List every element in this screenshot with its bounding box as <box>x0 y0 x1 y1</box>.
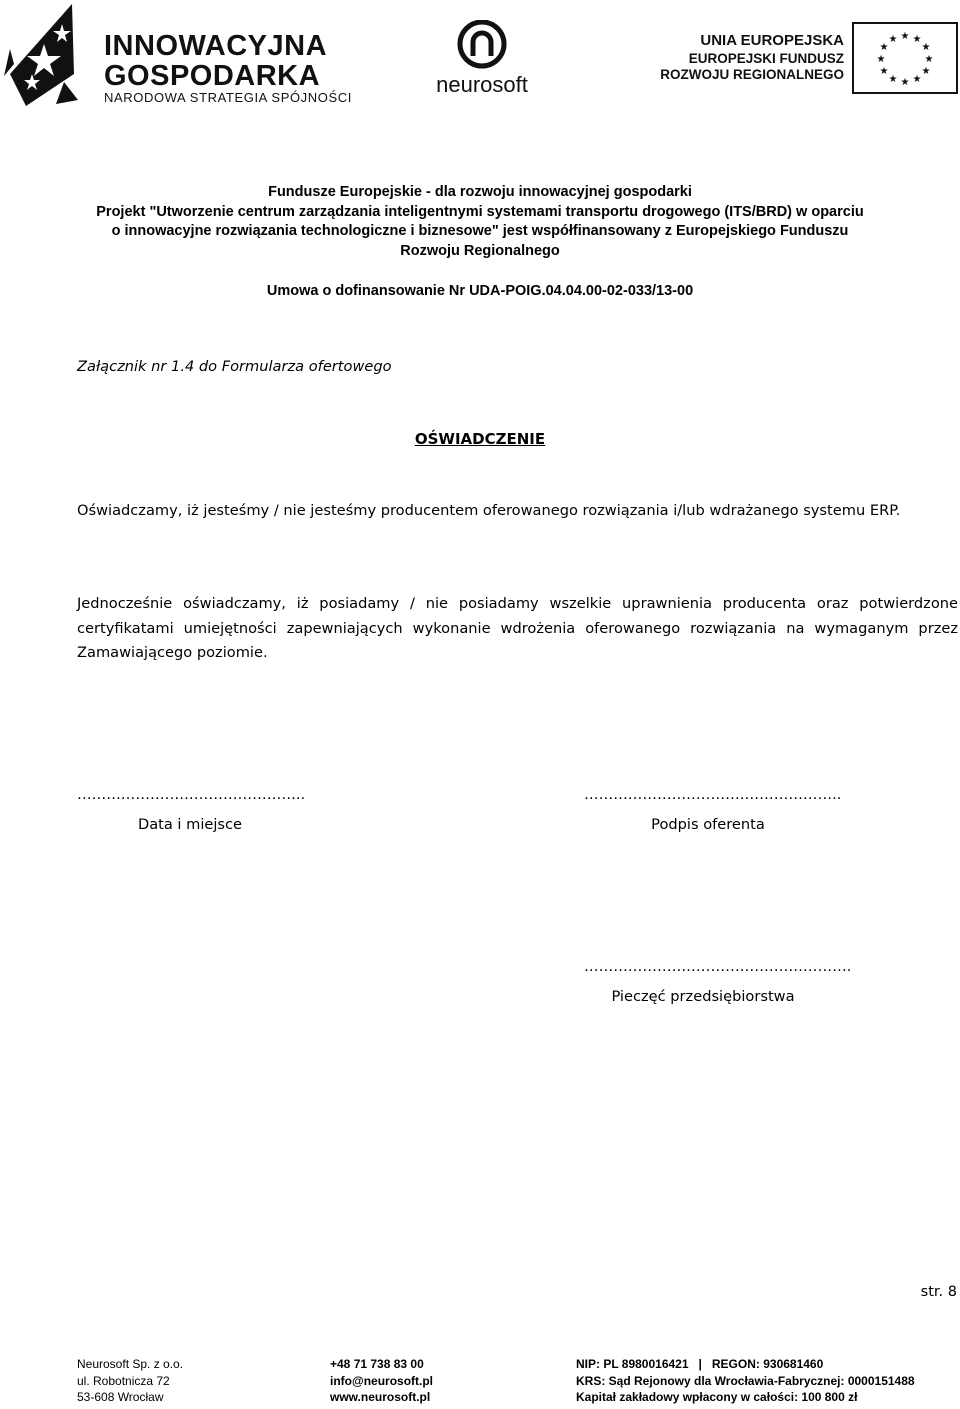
footer-line: NIP: PL 8980016421 | REGON: 930681460 <box>576 1357 824 1371</box>
company-stamp-line: ………………………………………………. <box>584 958 852 975</box>
svg-text:★: ★ <box>879 66 889 77</box>
eu-line-rozwoju: ROZWOJU REGIONALNEGO <box>660 67 844 82</box>
star-burst-icon <box>4 4 94 110</box>
svg-text:★: ★ <box>921 66 931 77</box>
neurosoft-wordmark: neurosoft <box>436 72 528 97</box>
project-info <box>60 183 900 261</box>
date-place-label: Data i miejsce <box>137 816 243 833</box>
eu-line-fundusz: EUROPEJSKI FUNDUSZ <box>688 51 844 66</box>
footer-contact <box>330 1356 433 1406</box>
footer-line: KRS: Sąd Rejonowy dla Wrocławia-Fabrycznej: 0000151488 <box>576 1373 915 1388</box>
eu-flag-icon <box>852 22 958 94</box>
footer-email[interactable]: info@neurosoft.pl <box>330 1373 434 1388</box>
footer-line: Neurosoft Sp. z o.o. <box>77 1357 184 1371</box>
signature-line: …………………………………………….. <box>584 786 842 803</box>
company-stamp-label: Pieczęć przedsiębiorstwa <box>611 988 795 1005</box>
footer-registration <box>576 1356 915 1406</box>
date-place-line: ……………………………………….. <box>77 786 306 803</box>
eu-fund-logo <box>660 22 958 94</box>
svg-text:★: ★ <box>912 34 922 45</box>
page-number: str. 8 <box>920 1284 957 1300</box>
neurosoft-n-icon <box>430 20 534 70</box>
footer-line: ul. Robotnicza 72 <box>77 1373 170 1388</box>
svg-text:★: ★ <box>879 42 889 53</box>
svg-text:★: ★ <box>900 31 910 42</box>
project-line: Projekt "Utworzenie centrum zarządzania inteligentnymi systemami transportu drogowego (ITS/BRD) w oparciu <box>96 203 864 220</box>
project-line: o innowacyjne rozwiązania technologiczne i biznesowe" jest współfinansowany z Europejskiego Funduszu <box>111 223 849 239</box>
innowacyjna-gospodarka-logo <box>4 4 352 110</box>
statement-paragraph-1: Oświadczamy, iż jesteśmy / nie jesteśmy producentem oferowanego rozwiązania i/lub wdrażanego systemu ERP. <box>77 502 901 519</box>
eu-line-unia: UNIA EUROPEJSKA <box>700 32 844 49</box>
svg-text:★: ★ <box>924 54 934 65</box>
footer-line: Kapitał zakładowy wpłacony w całości: 100 800 zł <box>576 1390 858 1404</box>
logo-line-strategia: NARODOWA STRATEGIA SPÓJNOŚCI <box>104 90 352 105</box>
logo-line-innowacyjna: INNOWACYJNA <box>104 30 328 62</box>
svg-text:★: ★ <box>900 77 910 88</box>
logo-line-gospodarka: GOSPODARKA <box>104 60 321 92</box>
svg-text:★: ★ <box>876 54 886 65</box>
footer-phone: +48 71 738 83 00 <box>330 1357 424 1371</box>
svg-text:★: ★ <box>888 74 898 85</box>
footer-website[interactable]: www.neurosoft.pl <box>330 1390 431 1404</box>
neurosoft-logo <box>430 20 534 100</box>
statement-paragraph-2: Jednocześnie oświadczamy, iż posiadamy / nie posiadamy wszelkie uprawnienia producenta oraz potwierdzone certyfikatami umiejętności zapewniających wykonanie wdrożenia oferowanego rozwiązania na wymaganym przez Zamawiającego poziomie. <box>77 595 958 661</box>
signature-label: Podpis oferenta <box>651 816 765 833</box>
svg-text:★: ★ <box>921 42 931 53</box>
annex-label: Załącznik nr 1.4 do Formularza ofertowego <box>77 358 392 375</box>
document-title: OŚWIADCZENIE <box>414 430 546 448</box>
footer-line: 53-608 Wrocław <box>77 1390 164 1404</box>
project-line: Rozwoju Regionalnego <box>400 242 560 259</box>
contract-number: Umowa o dofinansowanie Nr UDA-POIG.04.04.00-02-033/13-00 <box>266 283 694 299</box>
footer-company-address <box>77 1356 183 1406</box>
svg-text:★: ★ <box>912 74 922 85</box>
project-line: Fundusze Europejskie - dla rozwoju innowacyjnej gospodarki <box>268 184 692 200</box>
svg-text:★: ★ <box>888 34 898 45</box>
